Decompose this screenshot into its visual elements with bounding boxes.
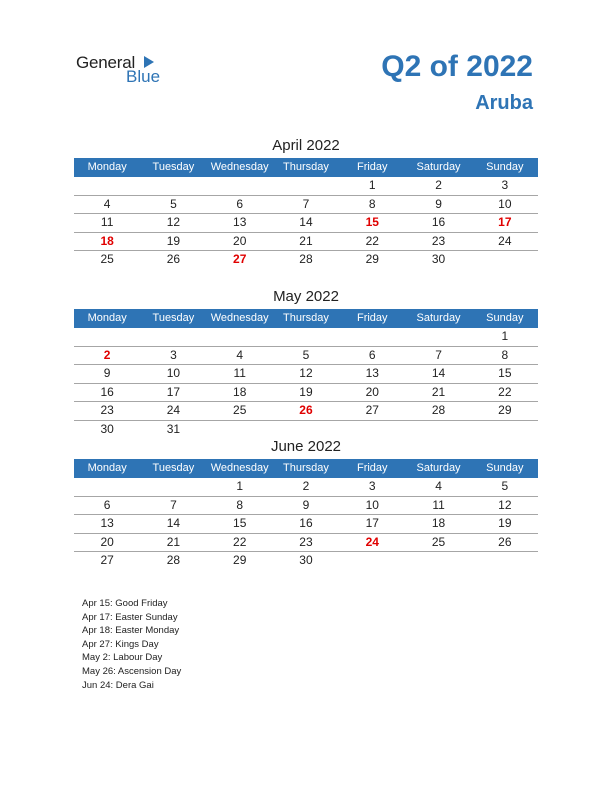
- day-cell: 10: [166, 366, 181, 381]
- week-row: [74, 233, 538, 252]
- weekday-header: Tuesday: [152, 312, 195, 324]
- holiday-list: [82, 597, 181, 692]
- day-cell: 25: [100, 252, 114, 267]
- day-cell: 1: [368, 178, 376, 192]
- day-cell: 8: [368, 196, 376, 211]
- month-title: April 2022: [272, 137, 340, 154]
- day-cell: 28: [166, 553, 181, 568]
- day-cell: 4: [236, 347, 244, 362]
- weekday-header: Saturday: [416, 161, 461, 173]
- day-cell: 4: [435, 479, 442, 493]
- weekday-header: Friday: [356, 312, 388, 324]
- empty-day-cell: [140, 328, 206, 346]
- weekday-header: Tuesday: [152, 462, 195, 474]
- weekday-header-row: [74, 459, 538, 478]
- month-calendar-april: [74, 135, 538, 269]
- empty-day-cell: [405, 328, 471, 346]
- month-title: June 2022: [270, 438, 342, 455]
- day-cell: 19: [498, 516, 512, 531]
- day-cell: 10: [498, 196, 512, 211]
- day-cell: 18: [100, 233, 114, 248]
- weekday-header: Monday: [87, 462, 127, 474]
- week-row: [74, 177, 538, 196]
- empty-day-cell: [339, 328, 405, 346]
- day-cell: 27: [365, 403, 379, 418]
- weekday-header: Sunday: [486, 161, 524, 173]
- month-calendar-june: [74, 436, 538, 570]
- week-row: [74, 196, 538, 215]
- day-cell: 28: [299, 252, 313, 267]
- day-cell: 12: [299, 366, 313, 381]
- weekday-header: Friday: [356, 462, 388, 474]
- day-cell: 20: [365, 384, 379, 399]
- day-cell: 13: [365, 366, 379, 381]
- day-cell: 26: [166, 252, 181, 267]
- day-cell: 10: [365, 497, 379, 512]
- day-cell: 8: [501, 347, 509, 362]
- day-cell: 29: [365, 252, 379, 267]
- weekday-header: Tuesday: [152, 161, 195, 173]
- day-cell: 23: [299, 534, 313, 549]
- day-cell: 23: [100, 403, 114, 418]
- month-title: May 2022: [273, 288, 339, 305]
- day-cell: 16: [431, 215, 446, 230]
- logo-text-general: General: [76, 53, 136, 72]
- day-cell: 17: [498, 215, 512, 230]
- day-cell: 6: [236, 196, 244, 211]
- day-cell: 19: [299, 384, 313, 399]
- day-cell: 5: [302, 347, 310, 362]
- week-row: [74, 552, 538, 570]
- day-cell: 25: [431, 534, 446, 549]
- holiday-list-item: Jun 24: Dera Gai: [82, 679, 154, 691]
- empty-day-cell: [140, 478, 206, 496]
- holiday-list-item: Apr 17: Easter Sunday: [82, 611, 178, 623]
- week-row: [74, 251, 538, 269]
- day-cell: 22: [233, 534, 247, 549]
- weekday-header: Wednesday: [210, 161, 269, 173]
- day-cell: 24: [498, 233, 512, 248]
- empty-day-cell: [339, 552, 405, 570]
- day-cell: 5: [501, 479, 509, 493]
- day-cell: 20: [233, 233, 247, 248]
- day-cell: 25: [233, 403, 247, 418]
- day-cell: 18: [431, 516, 446, 531]
- month-calendar-may: [74, 286, 538, 439]
- week-row: [74, 478, 538, 497]
- holiday-list-item: Apr 18: Easter Monday: [82, 625, 180, 637]
- empty-day-cell: [472, 251, 538, 269]
- week-row: [74, 497, 538, 516]
- day-cell: 11: [432, 497, 445, 512]
- weekday-header: Friday: [356, 161, 388, 173]
- day-cell: 21: [166, 534, 181, 549]
- weekday-header: Saturday: [416, 462, 461, 474]
- day-cell: 31: [166, 421, 181, 436]
- week-row: [74, 365, 538, 384]
- day-cell: 6: [368, 347, 376, 362]
- day-cell: 11: [233, 366, 246, 381]
- weekday-header: Saturday: [416, 312, 461, 324]
- holiday-list-item: May 2: Labour Day: [82, 652, 163, 664]
- day-cell: 26: [299, 403, 313, 418]
- day-cell: 9: [435, 196, 442, 211]
- weekday-header: Wednesday: [210, 312, 269, 324]
- holiday-list-item: May 26: Ascension Day: [82, 665, 182, 677]
- day-cell: 16: [100, 384, 114, 399]
- empty-day-cell: [273, 328, 339, 346]
- weekday-header: Sunday: [486, 462, 524, 474]
- country-name: Aruba: [475, 92, 533, 114]
- day-cell: 12: [166, 215, 181, 230]
- day-cell: 19: [166, 233, 181, 248]
- day-cell: 27: [100, 553, 114, 568]
- empty-day-cell: [207, 177, 273, 195]
- day-cell: 14: [299, 215, 313, 230]
- week-row: [74, 214, 538, 233]
- day-cell: 17: [365, 516, 379, 531]
- weekday-header: Sunday: [486, 312, 524, 324]
- weekday-header: Thursday: [283, 462, 329, 474]
- day-cell: 1: [236, 479, 244, 493]
- day-cell: 1: [501, 329, 509, 343]
- day-cell: 15: [365, 215, 379, 230]
- day-cell: 11: [100, 215, 114, 230]
- week-row: [74, 534, 538, 553]
- weekday-header-row: [74, 309, 538, 328]
- week-row: [74, 328, 538, 347]
- empty-day-cell: [74, 328, 140, 346]
- day-cell: 4: [103, 196, 111, 211]
- day-cell: 3: [170, 347, 177, 362]
- holiday-list-item: Apr 15: Good Friday: [82, 598, 168, 609]
- weekday-header-row: [74, 158, 538, 177]
- week-row: [74, 384, 538, 403]
- weekday-header: Thursday: [283, 312, 329, 324]
- day-cell: 24: [166, 403, 181, 418]
- day-cell: 13: [233, 215, 247, 230]
- weekday-header: Monday: [87, 161, 127, 173]
- day-cell: 27: [233, 252, 247, 267]
- holiday-list-item: Apr 27: Kings Day: [82, 638, 159, 650]
- week-row: [74, 402, 538, 421]
- empty-day-cell: [273, 177, 339, 195]
- day-cell: 20: [100, 534, 114, 549]
- weekday-header: Monday: [87, 312, 127, 324]
- day-cell: 9: [103, 366, 111, 381]
- day-cell: 29: [498, 403, 512, 418]
- day-cell: 21: [431, 384, 446, 399]
- day-cell: 14: [431, 366, 446, 381]
- day-cell: 18: [233, 384, 247, 399]
- day-cell: 6: [103, 497, 111, 512]
- day-cell: 2: [435, 178, 442, 192]
- day-cell: 12: [498, 497, 512, 512]
- day-cell: 7: [302, 196, 310, 211]
- day-cell: 3: [501, 178, 509, 192]
- day-cell: 30: [299, 553, 313, 568]
- empty-day-cell: [74, 478, 140, 496]
- day-cell: 3: [368, 479, 376, 493]
- day-cell: 24: [365, 534, 379, 549]
- empty-day-cell: [472, 552, 538, 570]
- logo-text-blue: Blue: [126, 67, 161, 86]
- day-cell: 29: [233, 553, 247, 568]
- empty-day-cell: [140, 177, 206, 195]
- week-row: [74, 515, 538, 534]
- day-cell: 22: [365, 233, 379, 248]
- day-cell: 8: [236, 497, 244, 512]
- empty-day-cell: [207, 328, 273, 346]
- generalblue-logo: [76, 53, 176, 89]
- day-cell: 17: [166, 384, 181, 399]
- day-cell: 2: [302, 479, 310, 493]
- weekday-header: Wednesday: [210, 462, 269, 474]
- day-cell: 7: [170, 497, 177, 512]
- day-cell: 16: [299, 516, 313, 531]
- day-cell: 22: [498, 384, 512, 399]
- day-cell: 30: [431, 252, 446, 267]
- day-cell: 28: [431, 403, 446, 418]
- empty-day-cell: [405, 552, 471, 570]
- day-cell: 9: [302, 497, 310, 512]
- day-cell: 23: [431, 233, 446, 248]
- day-cell: 26: [498, 534, 512, 549]
- day-cell: 15: [498, 366, 512, 381]
- day-cell: 30: [100, 421, 114, 436]
- day-cell: 14: [166, 516, 181, 531]
- day-cell: 2: [103, 347, 111, 362]
- page-title: Q2 of 2022: [381, 50, 533, 83]
- day-cell: 7: [435, 347, 442, 362]
- day-cell: 5: [170, 196, 177, 211]
- day-cell: 21: [299, 233, 313, 248]
- day-cell: 13: [100, 516, 114, 531]
- week-row: [74, 347, 538, 366]
- empty-day-cell: [74, 177, 140, 195]
- day-cell: 15: [233, 516, 247, 531]
- weekday-header: Thursday: [283, 161, 329, 173]
